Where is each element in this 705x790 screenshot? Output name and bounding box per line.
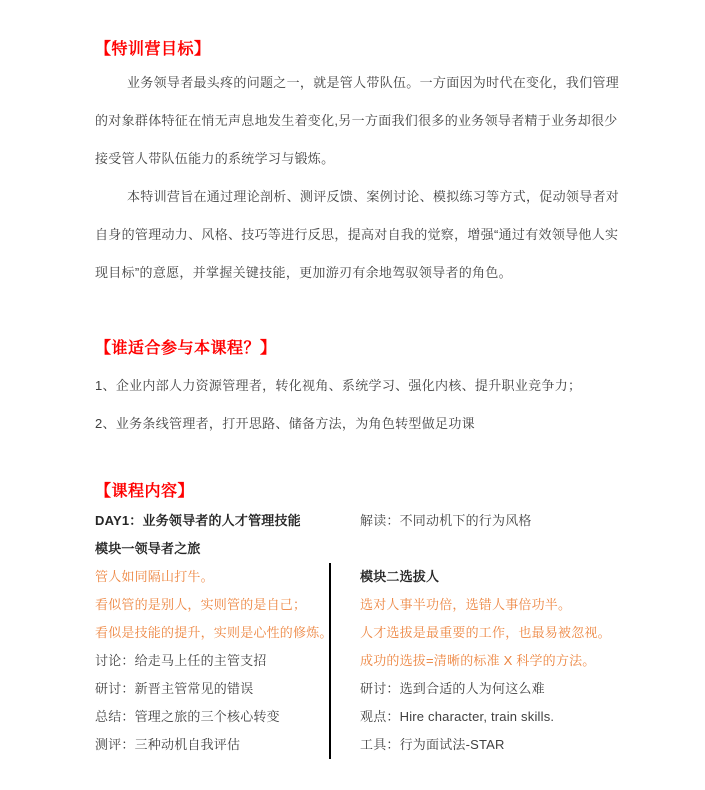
- activity-line: 研讨：选到合适的人为何这么难: [360, 681, 545, 696]
- activity-line: 工具：行为面试法-STAR: [360, 737, 505, 752]
- day1-note: 解读：不同动机下的行为风格: [360, 513, 532, 528]
- module2-column: [329, 563, 611, 759]
- section-heading-course: 【课程内容】: [95, 483, 195, 500]
- module2-title: 模块二选拔人: [360, 569, 440, 584]
- audience-list: [95, 367, 610, 443]
- paragraph-line: 本特训营旨在通过理论剖析、测评反馈、案例讨论、模拟练习等方式，促动领导者对: [127, 189, 620, 204]
- highlight-line: 看似管的是别人，实则管的是自己；: [95, 597, 307, 612]
- activity-line: 讨论：给走马上任的主管支招: [95, 653, 267, 668]
- day1-title: DAY1：业务领导者的人才管理技能: [95, 513, 301, 528]
- day1-header-row: [95, 507, 610, 535]
- highlight-line: 人才选拔是最重要的工作，也最易被忽视。: [360, 625, 611, 640]
- paragraph-line: 现目标”的意愿，并掌握关键技能，更加游刃有余地驾驭领导者的角色。: [95, 265, 512, 280]
- activity-line: 测评：三种动机自我评估: [95, 737, 241, 752]
- goal-paragraph-2: [95, 178, 620, 292]
- section-heading-goal: 【特训营目标】: [95, 41, 211, 58]
- activity-line: 观点：Hire character, train skills.: [360, 709, 555, 724]
- activity-line: 研讨：新晋主管常见的错误: [95, 681, 254, 696]
- list-item: 1、企业内部人力资源管理者，转化视角、系统学习、强化内核、提升职业竞争力；: [95, 378, 582, 393]
- course-content: [95, 507, 610, 759]
- paragraph-line: 自身的管理动力、风格、技巧等进行反思，提高对自我的觉察，增强“通过有效领导他人实: [95, 227, 619, 242]
- paragraph-line: 业务领导者最头疼的问题之一，就是管人带队伍。一方面因为时代在变化，我们管理: [127, 75, 620, 90]
- goal-paragraph-1: [95, 64, 620, 178]
- highlight-line: 成功的选拔=清晰的标准 X 科学的方法。: [360, 653, 596, 668]
- paragraph-line: 的对象群体特征在悄无声息地发生着变化,另一方面我们很多的业务领导者精于业务却很少: [95, 113, 618, 128]
- highlight-line: 管人如同隔山打牛。: [95, 569, 214, 584]
- document-page: [0, 40, 620, 759]
- activity-line: 总结：管理之旅的三个核心转变: [95, 709, 280, 724]
- paragraph-line: 接受管人带队伍能力的系统学习与锻炼。: [95, 151, 335, 166]
- list-item: 2、业务条线管理者，打开思路、储备方法，为角色转型做足功课: [95, 416, 475, 431]
- module1-title: 模块一领导者之旅: [95, 541, 201, 556]
- module1-column: [95, 563, 333, 759]
- section-heading-audience: 【谁适合参与本课程？】: [95, 340, 277, 357]
- highlight-line: 选对人事半功倍，选错人事倍功半。: [360, 597, 572, 612]
- course-columns: [95, 563, 610, 759]
- highlight-line: 看似是技能的提升，实则是心性的修炼。: [95, 625, 333, 640]
